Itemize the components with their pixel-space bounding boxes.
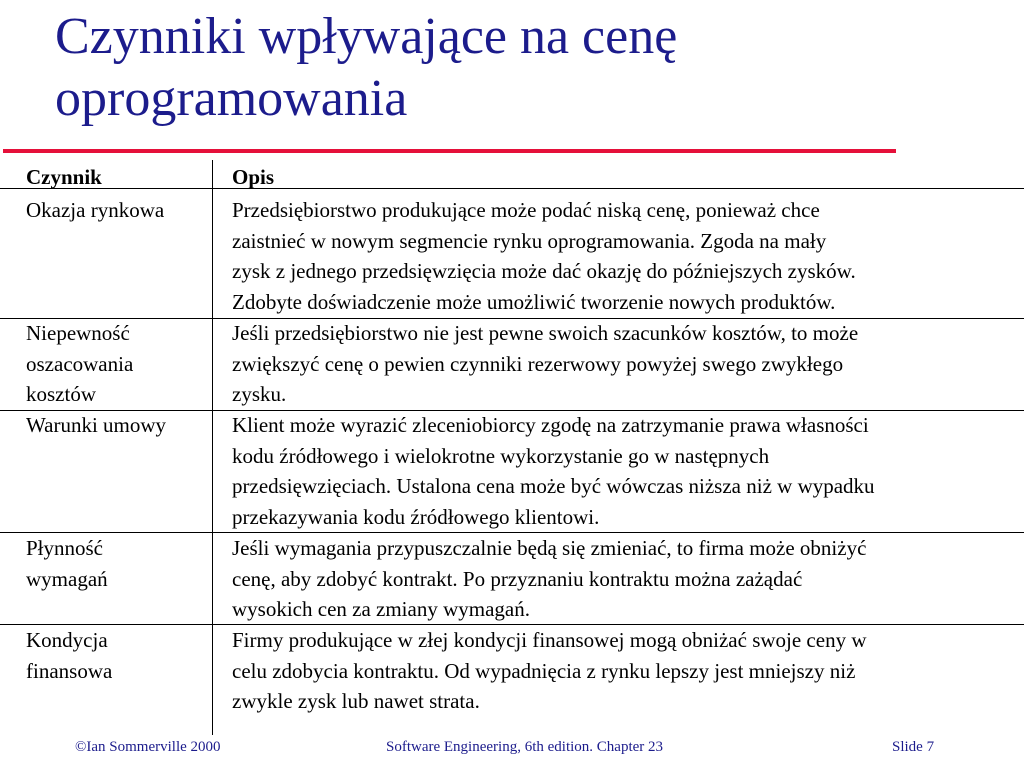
description-cell: Firmy produkujące w złej kondycji finansowej mogą obniżać swoje ceny w celu zdobycia kontraktu. Od wypadnięcia z rynku lepszy jest mniejszy niż zwykle zysk lub nawet strata. (232, 628, 867, 713)
slide-title: Czynniki wpływające na cenę oprogramowania (55, 8, 678, 127)
factor-cell: Niepewność oszacowania kosztów (26, 321, 134, 406)
description-cell: Jeśli wymagania przypuszczalnie będą się zmieniać, to firma może obniżyć cenę, aby zdobyć kontrakt. Po przyznaniu kontraktu można zażądać wysokich cen za zmiany wymagań. (232, 536, 867, 621)
factor-cell: Warunki umowy (26, 413, 167, 437)
column-divider (212, 160, 213, 735)
title-underline (3, 149, 896, 153)
footer-slide-number: Slide 7 (892, 739, 935, 755)
factor-cell: Płynność wymagań (26, 536, 108, 591)
description-cell: Jeśli przedsiębiorstwo nie jest pewne swoich szacunków kosztów, to może zwiększyć cenę o pewien czynniki rezerwowy powyżej swego zwykłego zysku. (232, 321, 859, 406)
footer-copyright: ©Ian Sommerville 2000 (75, 739, 221, 755)
factor-cell: Kondycja finansowa (26, 628, 113, 683)
factor-cell: Okazja rynkowa (26, 198, 165, 222)
description-cell: Klient może wyrazić zleceniobiorcy zgodę na zatrzymanie prawa własności kodu źródłowego i wielokrotne wykorzystanie go w następnych przedsięwzięciach. Ustalona cena może być wówczas niższa niż w wypadku przekazywania kodu źródłowego klientowi. (232, 413, 875, 529)
footer-book-title: Software Engineering, 6th edition. Chapter 23 (386, 739, 664, 755)
description-cell: Przedsiębiorstwo produkujące może podać niską cenę, ponieważ chce zaistnieć w nowym segmencie rynku oprogramowania. Zgoda na mały zysk z jednego przedsięwzięcia może dać okazję do późniejszych zysków. Zdobyte doświadczenie może umożliwić tworzenie nowych produktów. (232, 198, 856, 314)
column-header-description: Opis (232, 165, 275, 189)
column-header-factor: Czynnik (26, 165, 102, 189)
